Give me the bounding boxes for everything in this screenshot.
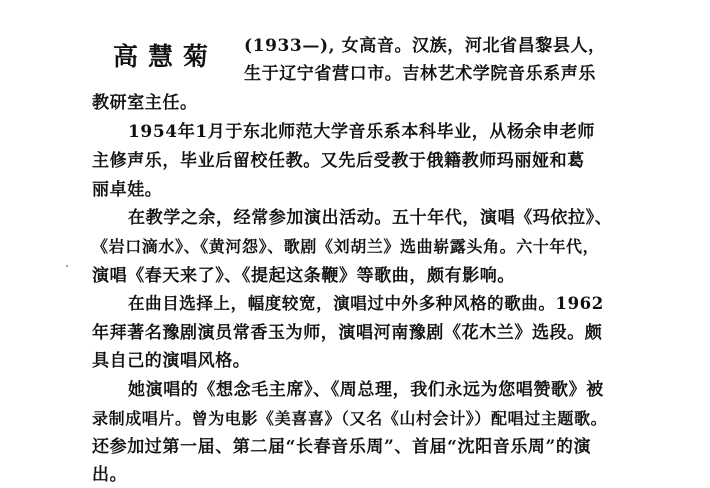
text-line: 《岩口滴水》、《黄河怨》、歌剧《刘胡兰》选曲崭露头角。六十年代，	[92, 237, 600, 256]
text-line: 年拜著名豫剧演员常香玉为师，演唱河南豫剧《花木兰》选段。颇	[92, 323, 603, 343]
text-line: 生于辽宁省营口市。吉林艺术学院音乐系声乐	[244, 64, 596, 84]
entry-name: 高慧菊	[113, 42, 219, 71]
text-line: 她演唱的《想念毛主席》、《周总理，我们永远为您唱赞歌》被	[128, 380, 604, 400]
text-line: 还参加过第一届、第二届“长春音乐周”、首届“沈阳音乐周”的演	[92, 437, 592, 457]
text-line: 教研室主任。	[92, 93, 198, 113]
scan-speck	[66, 265, 68, 267]
text-line: 出。	[92, 465, 128, 485]
text-line: 具自己的演唱风格。	[92, 351, 251, 371]
text-line: 在教学之余，经常参加演出活动。五十年代，演唱《玛依拉》、	[128, 208, 613, 228]
text-line: 1954年1月于东北师范大学音乐系本科毕业，从杨余申老师	[128, 122, 595, 142]
text-line: 演唱《春天来了》、《提起这条鞭》等歌曲，颇有影响。	[92, 266, 515, 286]
text-line: 录制成唱片。曾为电影《美喜喜》（又名《山村会计》）配唱过主题歌。	[92, 409, 608, 428]
text-line: 在曲目选择上，幅度较宽，演唱过中外多种风格的歌曲。1962	[128, 294, 604, 313]
text-line: (1933—), 女高音。汉族，河北省昌黎县人，	[244, 36, 606, 56]
text-line: 丽卓娃。	[92, 180, 163, 200]
text-line: 主修声乐，毕业后留校任教。又先后受教于俄籍教师玛丽娅和葛	[92, 151, 585, 171]
